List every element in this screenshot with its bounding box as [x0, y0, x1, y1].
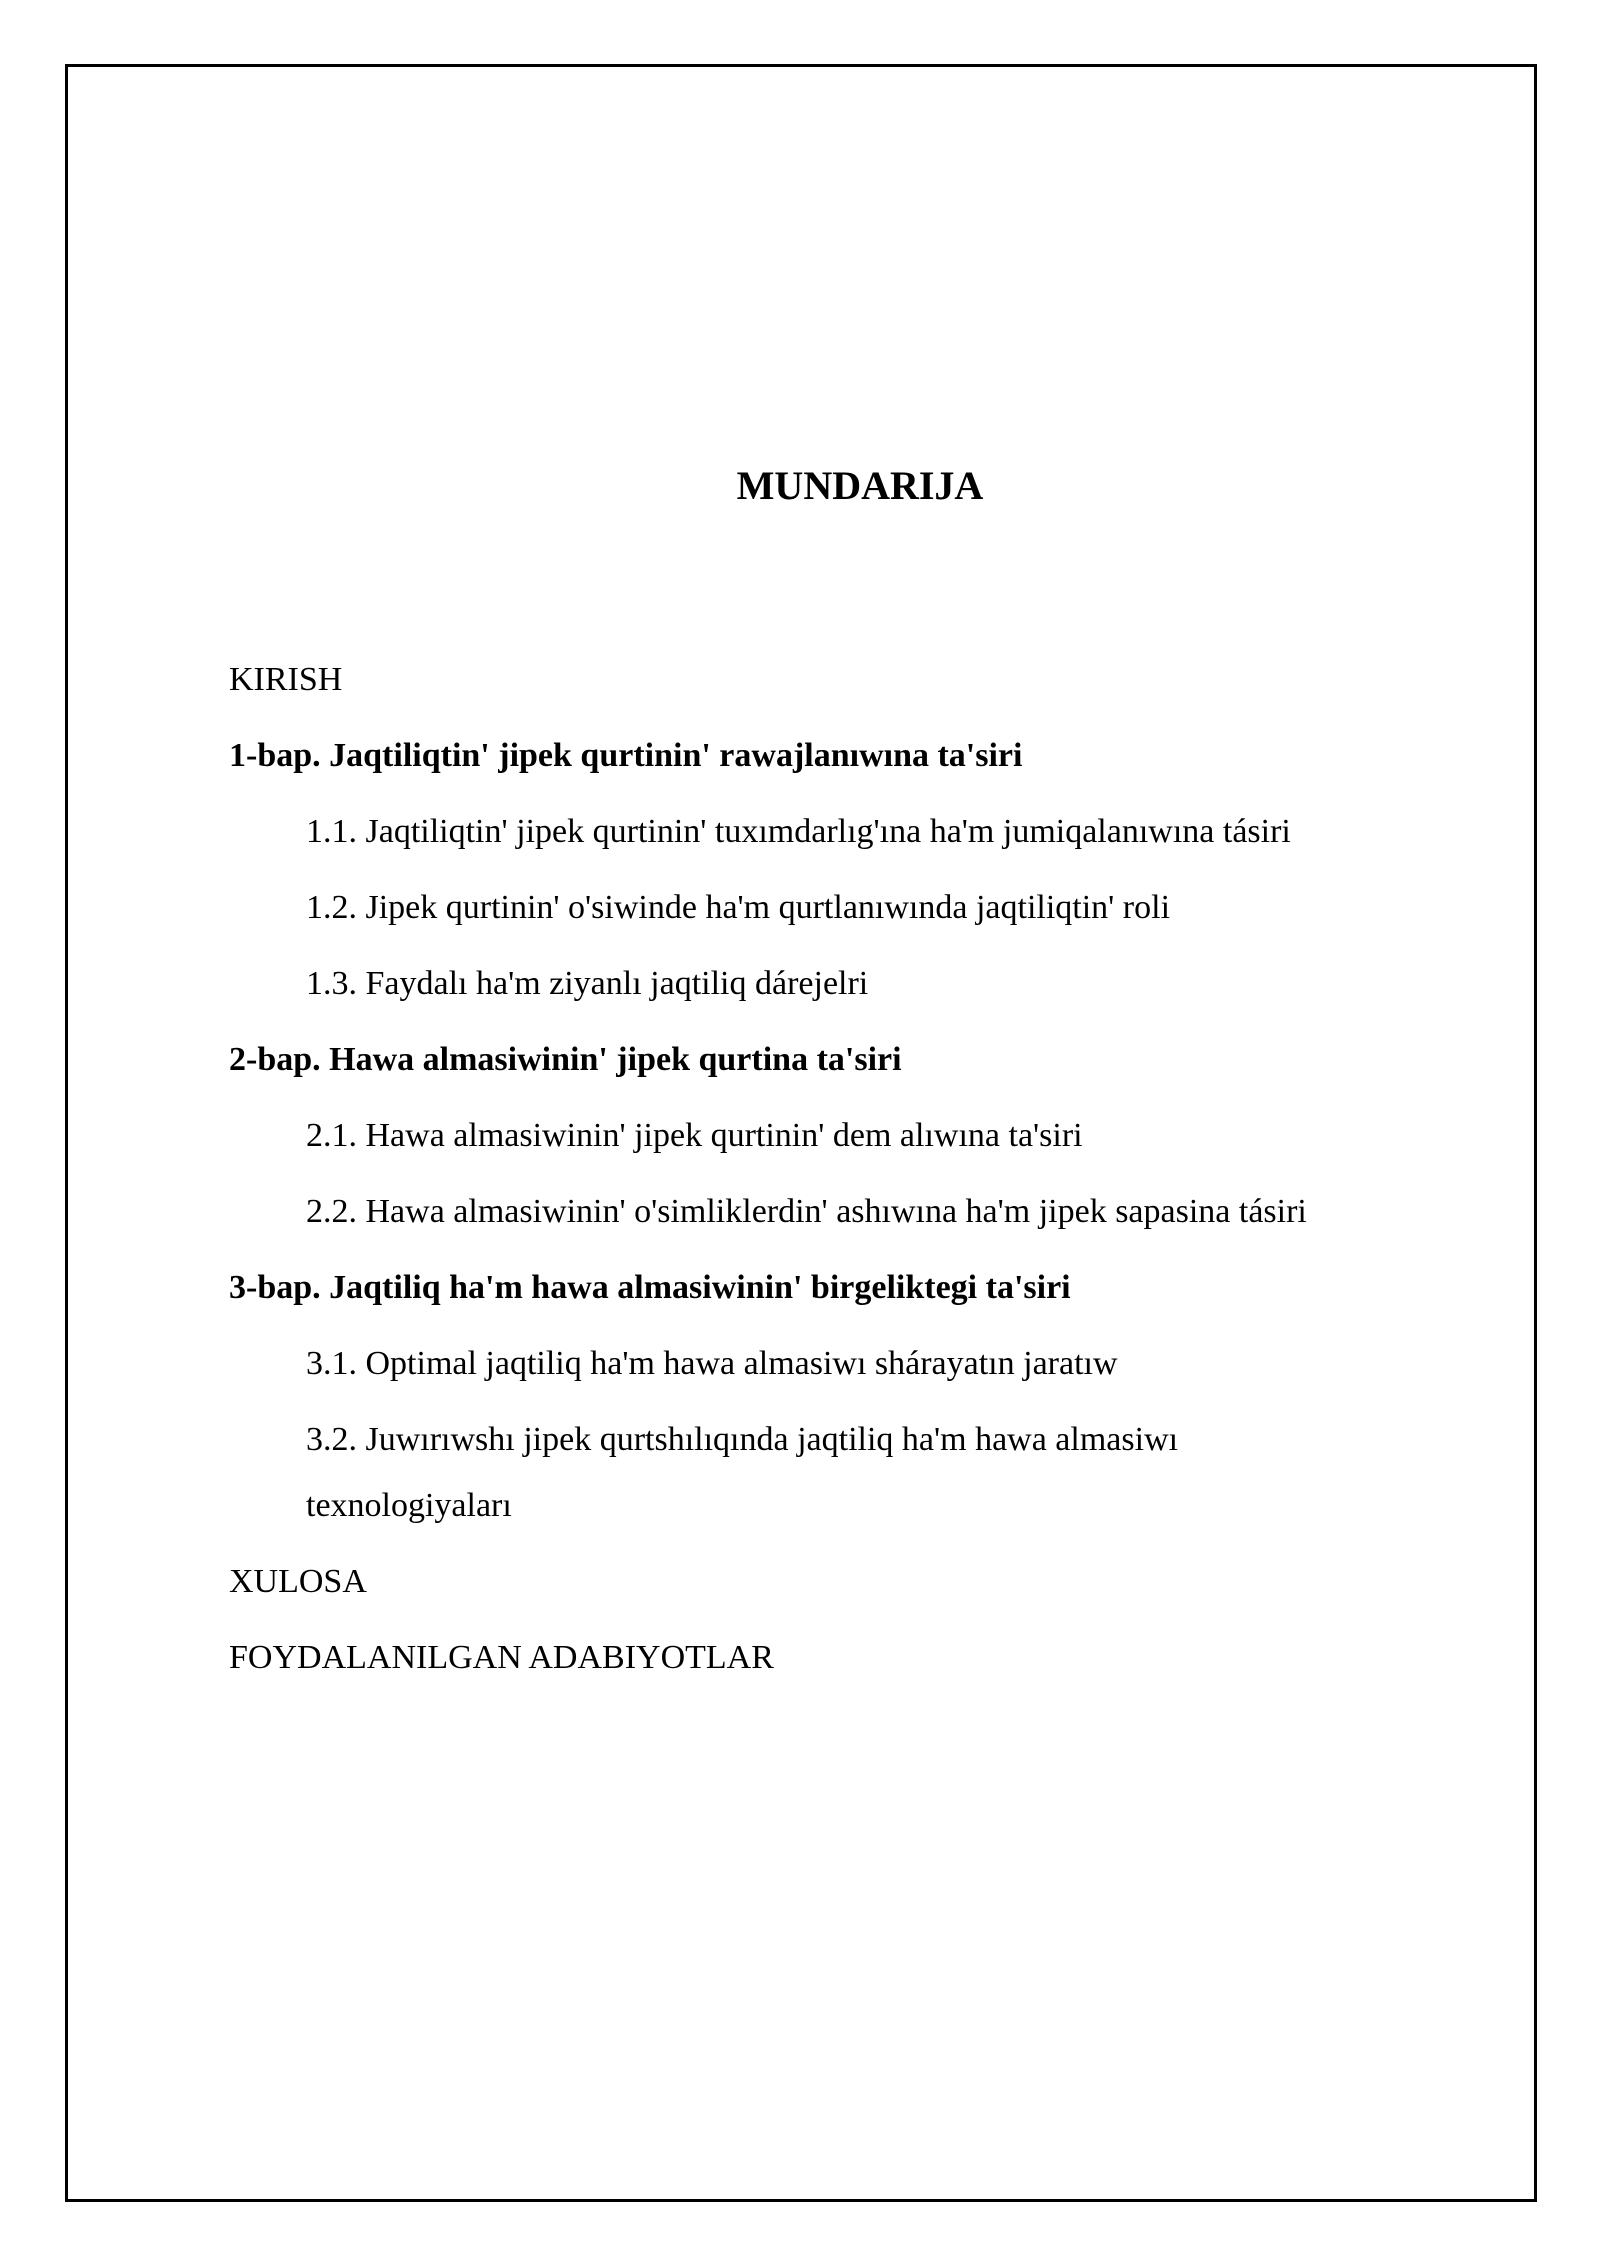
table-of-contents — [229, 642, 1459, 1696]
toc-section-2-1: 2.1. Hawa almasiwinin' jipek qurtinin' dem alıwına ta'siri — [306, 1117, 1083, 1154]
toc-intro: KIRISH — [229, 661, 343, 698]
toc-chapter-3: 3-bap. Jaqtiliq ha'm hawa almasiwinin' birgeliktegi ta'siri — [229, 1269, 1071, 1306]
toc-section-3-2: 3.2. Juwırıwshı jipek qurtshılıqında jaqtiliq ha'm hawa almasiwı texnologiyaları — [306, 1421, 1179, 1524]
toc-conclusion: XULOSA — [229, 1563, 367, 1600]
toc-section-2-2: 2.2. Hawa almasiwinin' o'simliklerdin' ashıwına ha'm jipek sapasina tásiri — [306, 1193, 1307, 1230]
toc-section-3-1: 3.1. Optimal jaqtiliq ha'm hawa almasiwı shárayatın jaratıw — [306, 1345, 1118, 1382]
page-title: MUNDARIJA — [736, 463, 984, 508]
toc-section-1-2: 1.2. Jipek qurtinin' o'siwinde ha'm qurtlanıwında jaqtiliqtin' roli — [306, 889, 1171, 926]
toc-chapter-2: 2-bap. Hawa almasiwinin' jipek qurtina ta'siri — [229, 1041, 902, 1078]
toc-chapter-1: 1-bap. Jaqtiliqtin' jipek qurtinin' rawajlanıwına ta'siri — [229, 737, 1023, 774]
toc-references: FOYDALANILGAN ADABIYOTLAR — [229, 1639, 774, 1676]
toc-section-1-3: 1.3. Faydalı ha'm ziyanlı jaqtiliq dárejelri — [306, 965, 869, 1002]
toc-section-1-1: 1.1. Jaqtiliqtin' jipek qurtinin' tuxımdarlıg'ına ha'm jumiqalanıwına tásiri — [306, 813, 1291, 850]
